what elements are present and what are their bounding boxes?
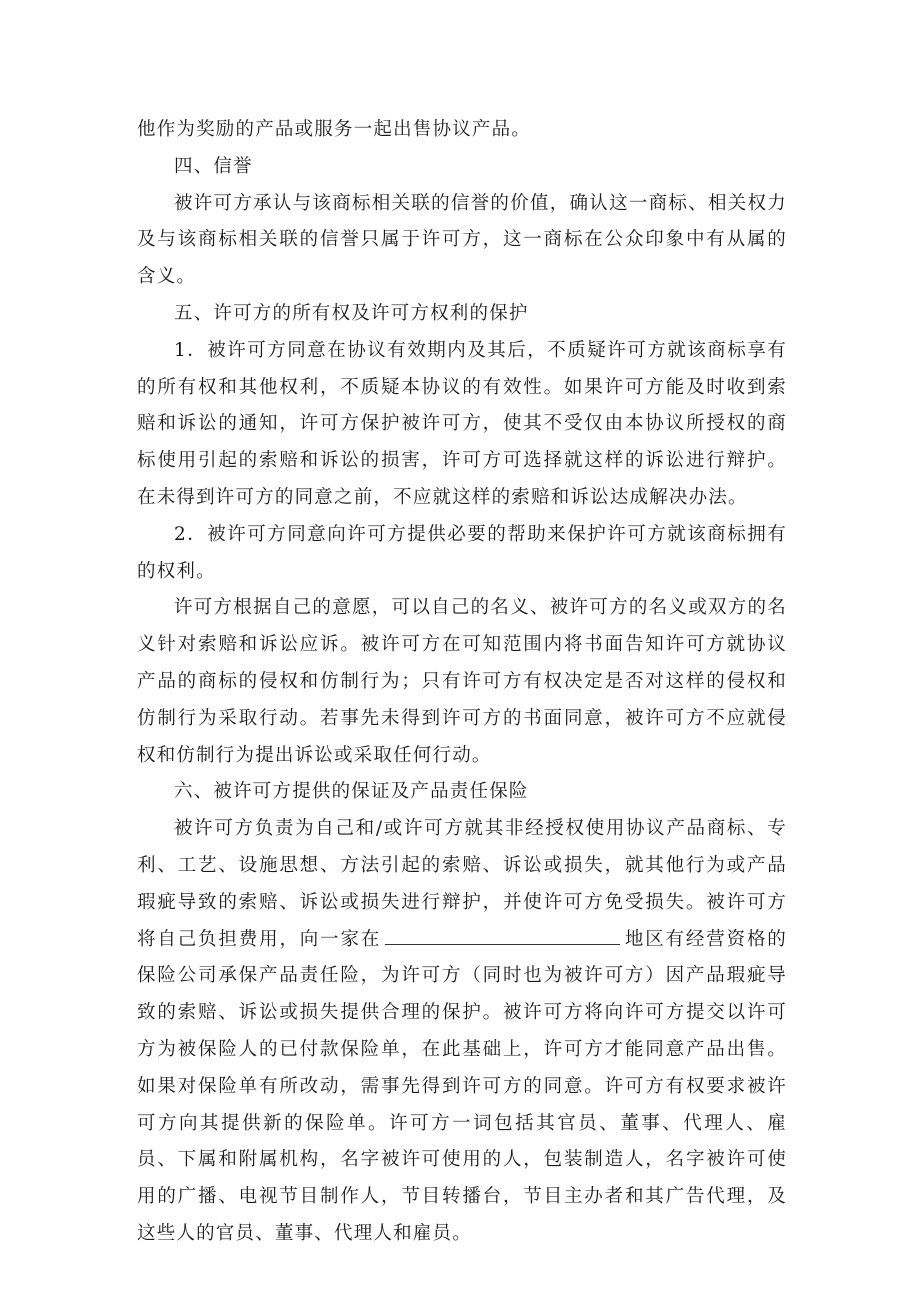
section-heading-warranty: 六、被许可方提供的保证及产品责任保险 xyxy=(174,781,529,803)
section-heading-ownership: 五、许可方的所有权及许可方权利的保护 xyxy=(174,302,529,324)
paragraph-clause-2: 2．被许可方同意向许可方提供必要的帮助来保护许可方就该商标拥有的权利。 xyxy=(137,523,787,582)
paragraph-insurance-part-1: 被许可方负责为自己和/或许可方就其非经授权使用协议产品商标、专利、工艺、设施思想、方法引起的索赔、诉讼或损失，就其他行为或产品瑕疵导致的索赔、诉讼或损失进行辩护，并使许可方免受损失。被许可方将自己负担费用，向一家在 xyxy=(137,818,787,950)
paragraph-litigation: 许可方根据自己的意愿，可以自己的名义、被许可方的名义或双方的名义针对索赔和诉讼应诉。被许可方在可知范围内将书面告知许可方就协议产品的商标的侵权和仿制行为；只有许可方有权决定是否对这样的侵权和仿制行为采取行动。若事先未得到许可方的书面同意，被许可方不应就侵权和仿制行为提出诉讼或采取任何行动。 xyxy=(137,597,787,766)
document-page xyxy=(137,112,787,1253)
paragraph-insurance xyxy=(137,811,787,1253)
paragraph-insurance-part-2: 地区有经营资格的保险公司承保产品责任险，为许可方（同时也为被许可方）因产品瑕疵导致的索赔、诉讼或损失提供合理的保护。被许可方将向许可方提交以许可方为被保险人的已付款保险单，在此基础上，许可方才能同意产品出售。如果对保险单有所改动，需事先得到许可方的同意。许可方有权要求被许可方向其提供新的保险单。许可方一词包括其官员、董事、代理人、雇员、下属和附属机构，名字被许可使用的人，包装制造人，名字被许可使用的广播、电视节目制作人，节目转播台，节目主办者和其广告代理，及这些人的官员、董事、代理人和雇员。 xyxy=(137,928,787,1244)
paragraph-reputation: 被许可方承认与该商标相关联的信誉的价值，确认这一商标、相关权力及与该商标相关联的信誉只属于许可方，这一商标在公众印象中有从属的含义。 xyxy=(137,192,787,288)
blank-fill-line[interactable] xyxy=(385,924,620,945)
paragraph-continuation: 他作为奖励的产品或服务一起出售协议产品。 xyxy=(137,119,532,140)
paragraph-clause-1: 1．被许可方同意在协议有效期内及其后，不质疑许可方就该商标享有的所有权和其他权利，不质疑本协议的有效性。如果许可方能及时收到索赔和诉讼的通知，许可方保护被许可方，使其不受仅由本协议所授权的商标使用引起的索赔和诉讼的损害，许可方可选择就这样的诉讼进行辩护。在未得到许可方的同意之前，不应就这样的索赔和诉讼达成解决办法。 xyxy=(137,339,787,508)
section-heading-reputation: 四、信誉 xyxy=(174,155,253,177)
